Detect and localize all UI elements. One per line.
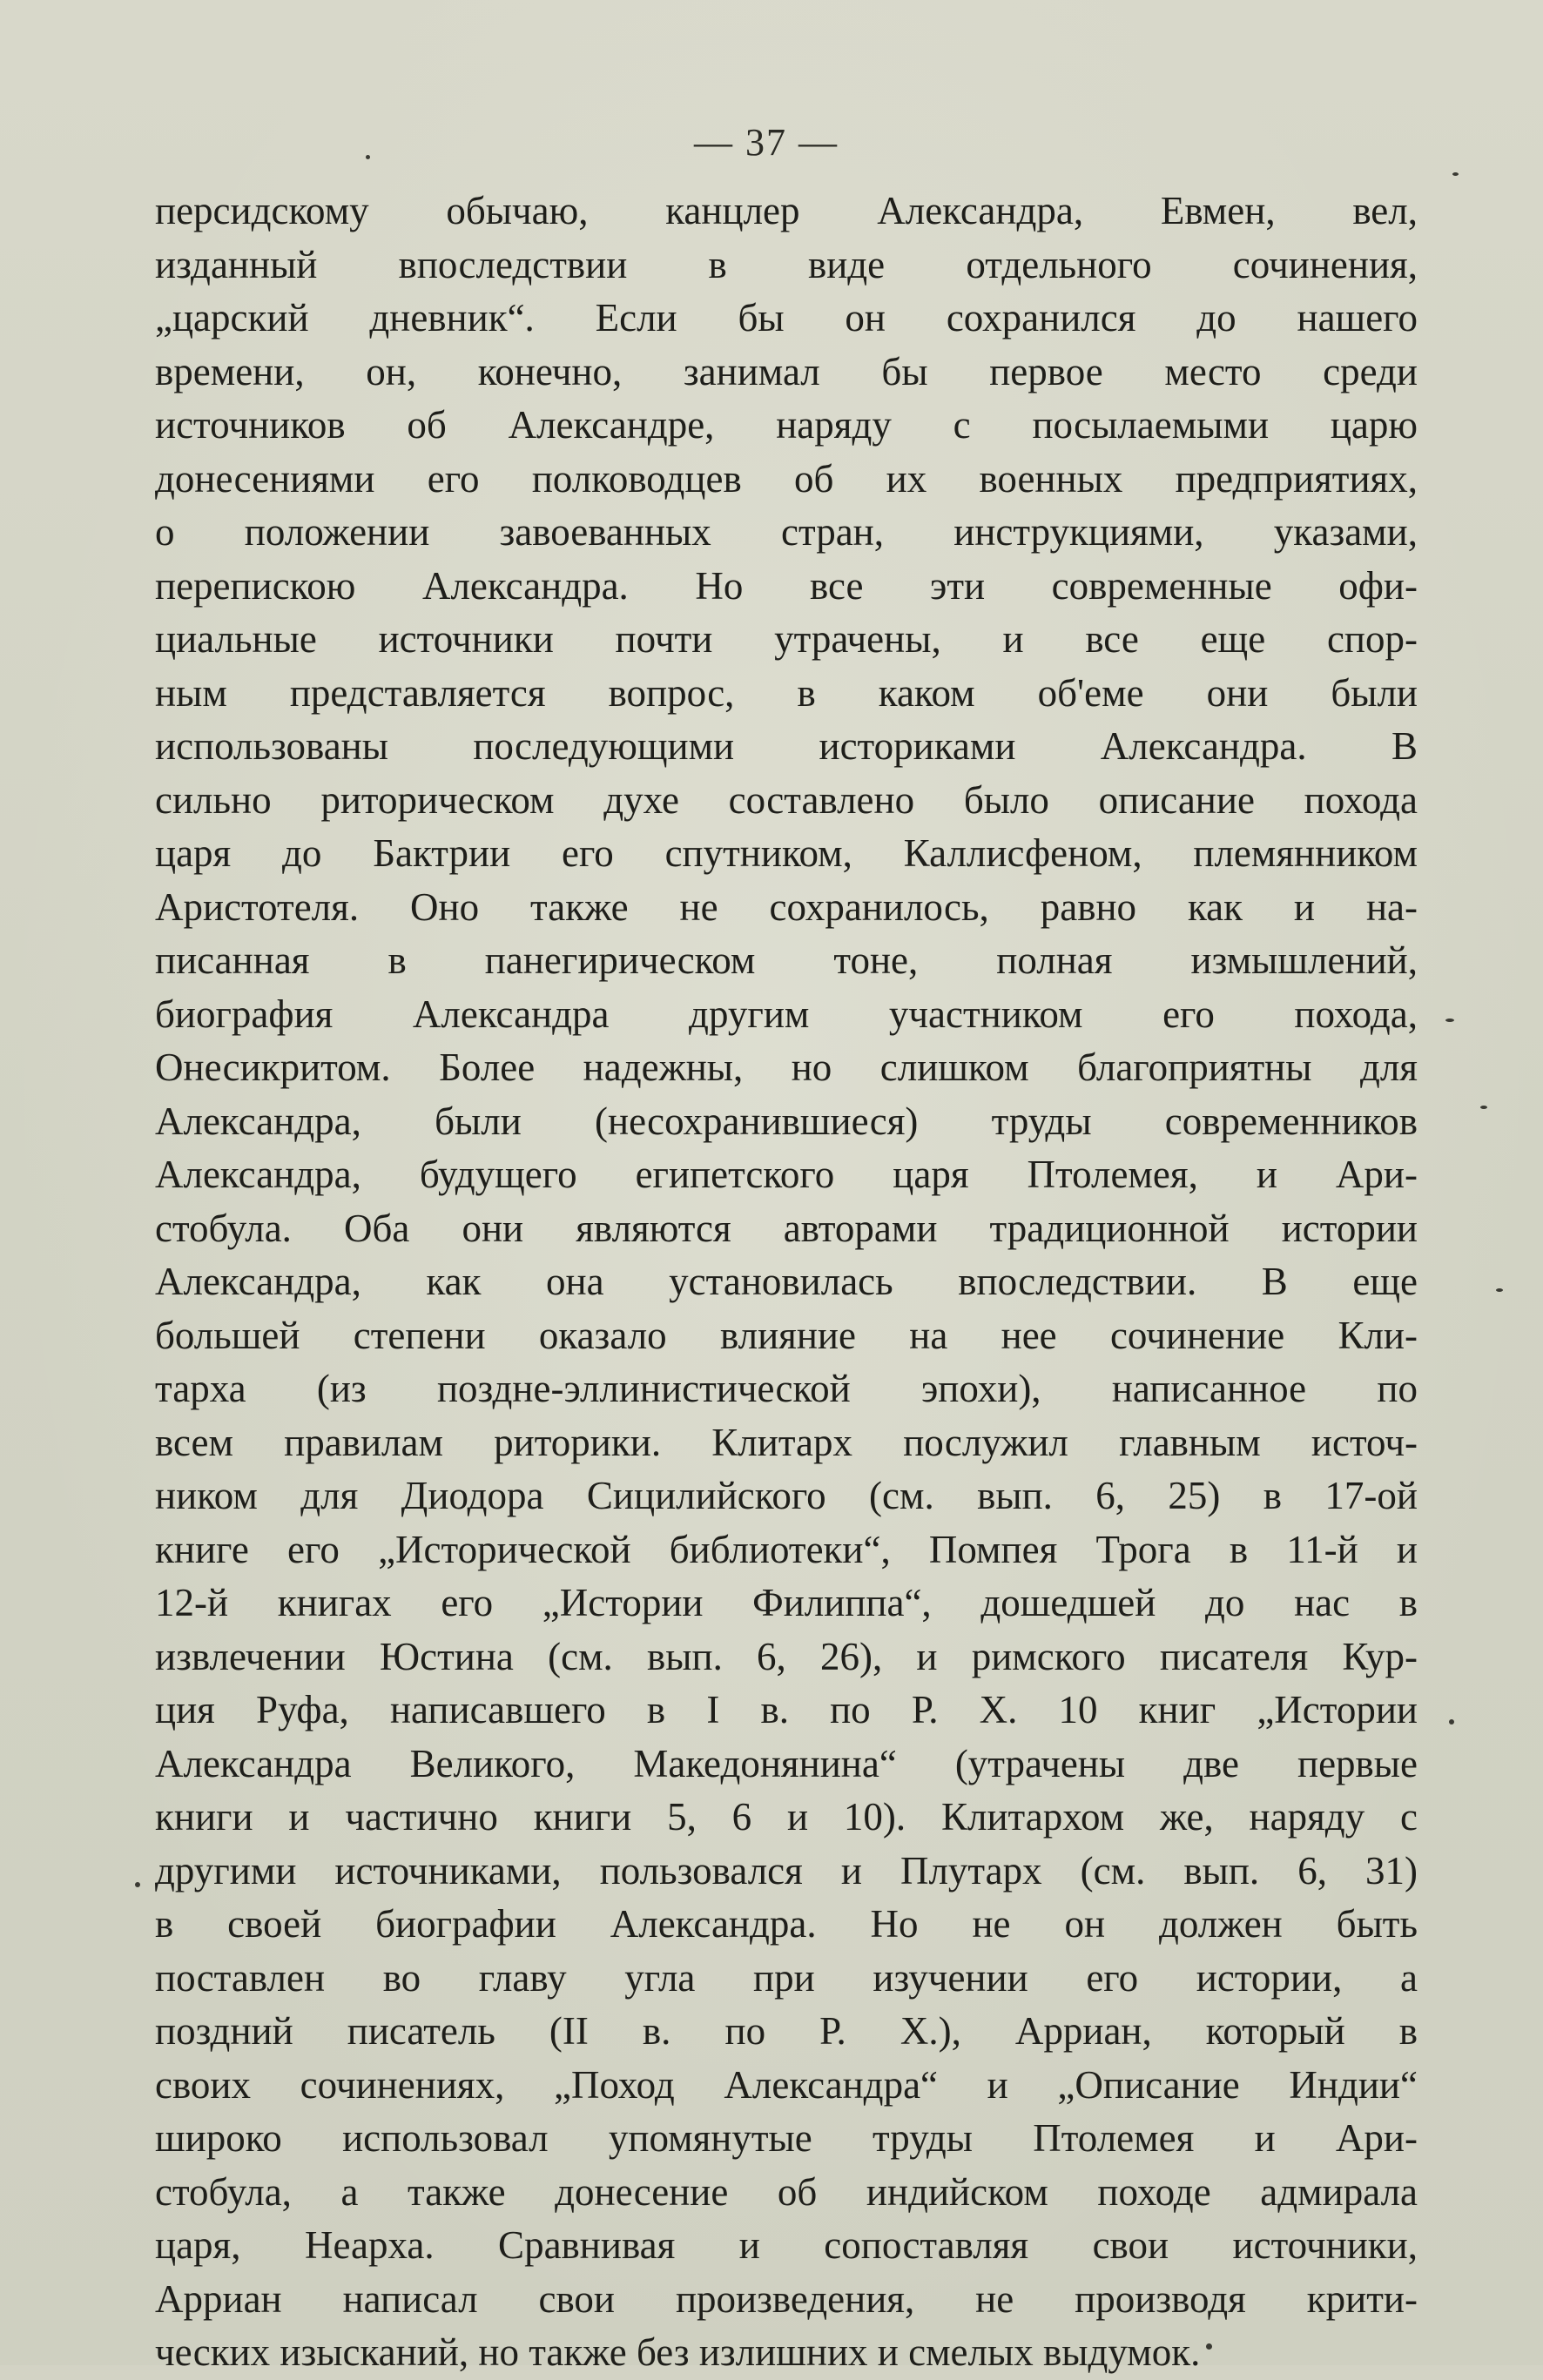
text-line: в своей биографии Александра. Но не он должен быть xyxy=(155,1902,1418,1946)
scan-speck xyxy=(1449,1719,1454,1724)
text-line: циальные источники почти утрачены, и все еще спор- xyxy=(155,617,1418,661)
text-line: биография Александра другим участником его похода, xyxy=(155,992,1418,1036)
text-line: стобула. Оба они являются авторами традиционной истории xyxy=(155,1206,1418,1250)
text-line: ция Руфа, написавшего в I в. по Р. Х. 10 книг „Истории xyxy=(155,1688,1418,1731)
scan-speck xyxy=(1206,2343,1212,2350)
text-line: извлечении Юстина (см. вып. 6, 26), и римского писателя Кур- xyxy=(155,1634,1418,1678)
text-line: Арриан написал свои произведения, не производя крити- xyxy=(155,2276,1418,2321)
text-line: донесениями его полководцев об их военных предприятиях, xyxy=(155,456,1418,501)
text-line: поздний писатель (II в. по Р. Х.), Арриан, который в xyxy=(155,2009,1418,2053)
scan-speck xyxy=(366,155,370,159)
text-line: сильно риторическом духе составлено было описание похода xyxy=(155,777,1418,822)
text-line: о положении завоеванных стран, инструкциями, указами, xyxy=(155,510,1418,554)
text-line: изданный впоследствии в виде отдельного сочинения, xyxy=(155,242,1418,286)
text-line: царя до Бактрии его спутником, Каллисфеном, племянником xyxy=(155,831,1418,875)
text-line: книге его „Исторической библиотеки“, Помпея Трога в 11-й и xyxy=(155,1527,1418,1571)
text-line: тарха (из поздне-эллинистической эпохи), написанное по xyxy=(155,1367,1418,1410)
text-line: Александра, были (несохранившиеся) труды современников xyxy=(155,1099,1418,1143)
text-line: царя, Неарха. Сравнивая и сопоставляя свои источники, xyxy=(155,2223,1418,2267)
text-line: своих сочинениях, „Поход Александра“ и „Описание Индии“ xyxy=(155,2062,1418,2107)
scan-speck xyxy=(135,1882,140,1887)
page-number: — 37 — xyxy=(694,121,839,164)
text-line: „царский дневник“. Если бы он сохранился до нашего xyxy=(155,296,1418,340)
body-text xyxy=(155,185,1418,2380)
text-line: персидскому обычаю, канцлер Александра, Евмен, вел, xyxy=(155,189,1418,232)
text-line: стобула, а также донесение об индийском походе адмирала xyxy=(155,2169,1418,2214)
text-line: 12-й книгах его „Истории Филиппа“, дошедшей до нас в xyxy=(155,1581,1418,1624)
text-line: поставлен во главу угла при изучении его истории, а xyxy=(155,1955,1418,2000)
text-line: ником для Диодора Сицилийского (см. вып. 6, 25) в 17-ой xyxy=(155,1474,1418,1517)
text-line: книги и частично книги 5, 6 и 10). Клитархом же, наряду с xyxy=(155,1795,1418,1839)
scan-speck xyxy=(1496,1288,1503,1292)
text-line: Александра Великого, Македонянина“ (утрачены две первые xyxy=(155,1741,1418,1785)
text-line: Онесикритом. Более надежны, но слишком благоприятны для xyxy=(155,1045,1418,1089)
text-line: источников об Александре, наряду с посылаемыми царю xyxy=(155,403,1418,447)
text-line: Аристотеля. Оно также не сохранилось, равно как и на- xyxy=(155,884,1418,929)
text-line: писанная в панегирическом тоне, полная измышлений, xyxy=(155,938,1418,982)
scan-speck xyxy=(1480,1106,1487,1109)
scan-speck xyxy=(1452,172,1459,176)
text-line: всем правилам риторики. Клитарх послужил главным источ- xyxy=(155,1420,1418,1464)
text-line: Александра, будущего египетского царя Птолемея, и Ари- xyxy=(155,1153,1418,1196)
text-line: другими источниками, пользовался и Плутарх (см. вып. 6, 31) xyxy=(155,1848,1418,1893)
text-line: использованы последующими историками Александра. В xyxy=(155,724,1418,768)
text-line: ным представляется вопрос, в каком об'еме они были xyxy=(155,670,1418,715)
text-line: большей степени оказало влияние на нее сочинение Кли- xyxy=(155,1313,1418,1357)
text-line: перепискою Александра. Но все эти современные офи- xyxy=(155,563,1418,608)
text-line: ческих изысканий, но также без излишних и смелых выдумок. xyxy=(155,2330,1201,2374)
text-line: времени, он, конечно, занимал бы первое место среди xyxy=(155,349,1418,393)
text-line: широко использовал упомянутые труды Птолемея и Ари- xyxy=(155,2116,1418,2160)
text-line: Александра, как она установилась впоследствии. В еще xyxy=(155,1260,1418,1303)
scan-speck xyxy=(1445,1019,1454,1022)
